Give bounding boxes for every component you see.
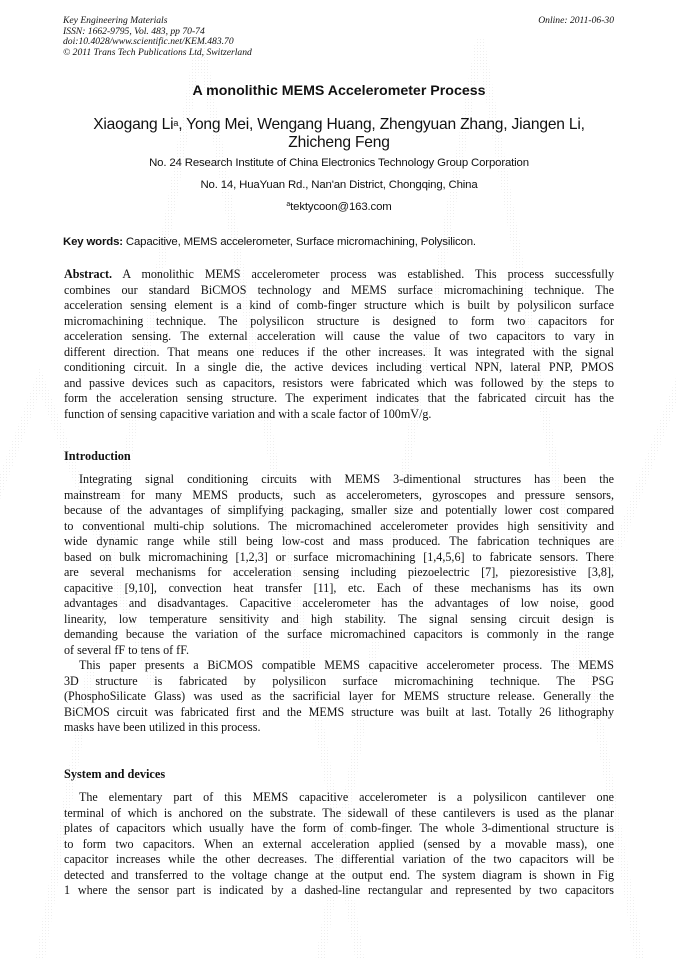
text-line: of several fF to tens of fF. [64,642,189,657]
author-superscript: a [173,118,179,128]
journal-name: Key Engineering Materials [63,15,168,26]
text-line: capacitive [9,10], convection heat transfer [11], etc. Each of these mechanisms has its own [64,580,614,595]
text-line: (PhosphoSilicate Glass) was used as the sacrificial layer for MEMS structure release. Generally the [64,689,614,703]
text-line: detected and transferred to the voltage change at the output end. The system diagram is shown in Fig [64,867,614,882]
section-heading-introduction: Introduction [64,449,131,463]
keywords [63,236,476,248]
text-line: demanding because the variation of the surface micromachined capacitors is commonly in the range [64,627,614,641]
text-line: are several mechanisms for acceleration sensing including piezoelectric [7], piezoresistive [3,8], [64,565,614,579]
abstract-line: acceleration sensing element is a kind of comb-finger structure which is built by polysilicon surface [64,298,614,312]
text-line: plates of capacitors which usually have the form of comb-finger. The whole 3-dimentional structure is [64,821,614,835]
text-line: The elementary part of this MEMS capacitive accelerometer is a polysilicon cantilever one [79,790,614,804]
affiliation-address: No. 14, HuaYuan Rd., Nan'an District, Chongqing, China [200,179,478,191]
copyright: © 2011 Trans Tech Publications Ltd, Switzerland [63,46,252,58]
authors-line-2: Zhicheng Feng [288,134,390,151]
text-line: to conventional multi-chip solutions. The micromachined accelerometer provides high sensitivity and [64,518,614,533]
system-paragraph-1 [64,790,614,899]
abstract [64,267,614,422]
keywords-label: Key words: [63,236,123,248]
issn-volume: ISSN: 1662-9795, Vol. 483, pp 70-74 [63,25,205,37]
text-line: masks have been utilized in this process. [64,720,261,734]
text-line: mainstream for many MEMS products, such as accelerometers, gyroscopes and pressure sensors, [64,487,614,502]
authors-line-1 [0,116,678,134]
text-line: This paper presents a BiCMOS compatible MEMS capacitive accelerometer process. The MEMS [79,658,614,672]
text-line: 1 where the sensor part is indicated by a dashed-line rectangular and represented by two capacitors [64,883,614,897]
text-line: capacitor increases while the other decreases. The differential variation of the two capacitors will be [64,852,614,866]
text-line: BiCMOS circuit was fabricated first and the MEMS structure was built at last. Totally 26 lithography [64,704,614,719]
abstract-line: combines our standard BiCMOS technology and MEMS surface micromachining technique. The [64,282,614,297]
keywords-list: Capacitive, MEMS accelerometer, Surface micromachining, Polysilicon. [122,236,476,248]
publication-header [63,16,252,58]
introduction-paragraph-2 [64,658,614,736]
text-line: because of the advantages of simplifying packaging, smaller size and potentially lower cost compared [64,503,614,517]
authors-rest: , Yong Mei, Wengang Huang, Zhengyuan Zhang, Jiangen Li, [178,116,585,133]
online-date: Online: 2011-06-30 [538,15,614,26]
paper-title: A monolithic MEMS Accelerometer Process [192,83,486,99]
text-line: advantages and disadvantages. Capacitive accelerometer has the advantages of low noise, good [64,596,614,610]
introduction-paragraph-1 [64,472,614,658]
affiliation-institute: No. 24 Research Institute of China Electronics Technology Group Corporation [149,157,529,169]
text-line: terminal of which is anchored on the substrate. The sidewall of these cantilevers is used as the planar [64,805,614,820]
text-line: Integrating signal conditioning circuits with MEMS 3-dimentional structures has been the [79,472,614,486]
abstract-text: A monolithic MEMS accelerometer process was established. This process successfully [112,267,614,281]
abstract-label: Abstract. [64,267,113,281]
author-list [0,116,678,152]
text-line: 3D structure is fabricated by polysilicon surface micromachining technique. The PSG [64,673,614,688]
abstract-line [64,267,614,283]
abstract-line: acceleration sensing. The external acceleration will cause the value of two capacitors to vary in [64,329,614,343]
abstract-line: function of sensing capacitive variation and with a scale factor of 100mV/g. [64,406,432,421]
text-line: linearity, low temperature sensitivity and high stability. The signal sensing circuit design is [64,611,614,626]
author-email [0,201,678,213]
email-address[interactable]: tektycoon@163.com [290,201,392,213]
abstract-line: form the acceleration sensing structure. The experiment indicates that the fabricated circuit has the [64,391,614,405]
abstract-line: micromachining technique. The polysilicon structure is designed to form two capacitors for [64,313,614,328]
text-line: based on bulk micromachining [1,2,3] or surface micromachining [1,4,5,6] to fabricate sensors. There [64,549,614,564]
author-first: Xiaogang Li [93,116,174,133]
section-heading-system-and-devices: System and devices [64,767,166,781]
email-superscript: a [286,201,291,208]
text-line: to form two capacitors. When an external acceleration applied (sensed by a movable mass), one [64,836,614,851]
text-line: wide dynamic range while still being low-cost and mass produced. The fabrication techniques are [64,534,614,548]
abstract-line: different direction. That means one reduces if the other increases. It was integrated with the signal [64,344,614,359]
doi: doi:10.4028/www.scientific.net/KEM.483.70 [63,36,234,48]
abstract-line: conditioning circuit. In a single die, the active devices including vertical NPN, lateral PNP, PMOS [64,360,614,374]
abstract-line: and passive devices such as capacitors, resistors were fabricated which was followed by the steps to [64,375,614,390]
